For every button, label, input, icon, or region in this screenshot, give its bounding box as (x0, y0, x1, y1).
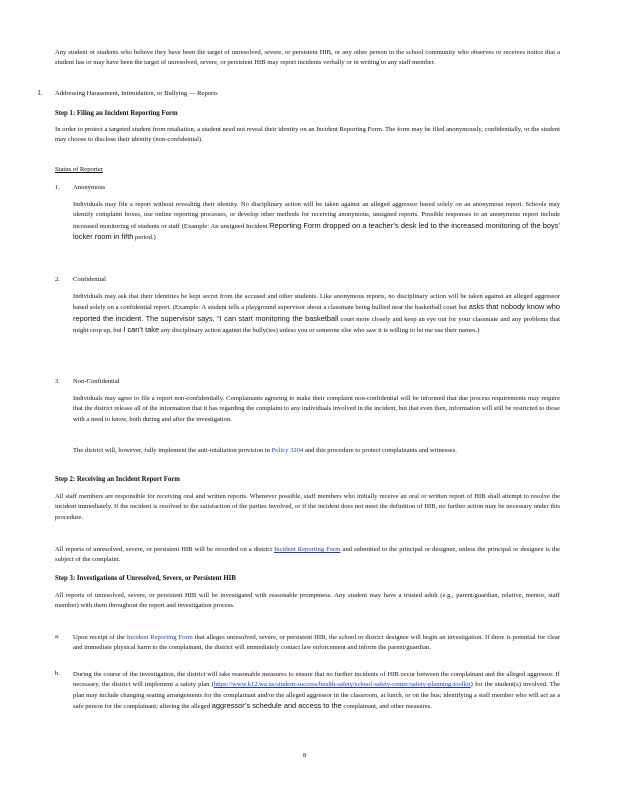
step2-heading: Step 2: Receiving an Incident Report Form (55, 476, 180, 483)
policy-3204-link[interactable]: Policy 3204 (271, 447, 304, 454)
anonymous-text: Individuals may file a report without revealing their identity. No disciplinary action will be taken against an alleged aggressor based solely on an anonymous report. Schools may identify complaint boxes, use online reporting processes, or develop other methods for receiving anonymous, unsigned reports. Possible responses to an anonymous report include increased monitoring of students or staff (Example: An unsigned Incident Reporting Form dropped on a teacher’s desk led to the increased monitoring of the boys’ locker room in fifth period.) (73, 201, 560, 242)
item-title-non-confidential: Non-Confidential (73, 378, 120, 385)
item-title-confidential: Confidential (73, 276, 106, 283)
non-confidential-text: Individuals may agree to file a report non-confidentially. Complainants agreeing to make their complaint non-confidential will be informed that due process requirements may require that the district release all of the information that it has regarding the complaint to any individuals involved in the incident, but that even then, information will still be restricted to those with a need to know, both during and after the investigation. (73, 395, 560, 423)
item-number: 1. (55, 184, 60, 191)
intro-paragraph: Any student or students who believe they have been the target of unresolved, severe, or persistent HIB, or any other person in the school community who observes or receives notice that a student has or may have been the target of unresolved, severe, or persistent HIB may report incidents verbally or in writing to any staff member. (55, 49, 560, 67)
anti-retaliation-text: The district will, however, fully implement the anti-retaliation provision in Policy 3204 and this procedure to protect complainants and witnesses. (73, 447, 457, 454)
status-of-reporter-label: Status of Reporter (55, 166, 103, 173)
item-number: 2. (55, 276, 60, 283)
section-number: I. (38, 90, 42, 97)
item-letter: a. (55, 633, 60, 640)
section-title: Addressing Harassment, Intimidation, or Bullying — Reports (55, 90, 218, 97)
step1-heading: Step 1: Filing an Incident Reporting Form (55, 110, 178, 117)
step3-body: All reports of unresolved, severe, or persistent HIB will be investigated with reasonable promptness. Any student may have a trusted adult (e.g., parent/guardian, relative, mentor, staff member) with them throughout the report and investigation process. (55, 592, 560, 610)
confidential-text: Individuals may ask that their identities be kept secret from the accused and other students. Like anonymous reports, no disciplinary action will be taken against an alleged aggressor based solely on a confidential report. (Example: A student tells a playground supervisor about a classmate being bullied near the basketball court but asks that nobody know who reported the incident. The supervisor says, “I can start monitoring the basketball court more closely and keep an eye out for your classmate and any problems that might crop up, but I can’t take any disciplinary action against the bully(ies) unless you or someone else who saw it is willing to let me use their names.) (73, 293, 561, 335)
item-letter: b. (55, 670, 60, 677)
item-number: 3. (55, 378, 60, 385)
step3-heading: Step 3: Investigations of Unresolved, Severe, or Persistent HIB (55, 575, 236, 582)
step3-item-a-text: Upon receipt of the Incident Reporting Form that alleges unresolved, severe, or persistent HIB, the school or district designee will begin an investigation. If there is potential for clear and immediate physical harm to the complainant, the district will immediately contact law enforcement and inform the parent/guardian. (73, 634, 561, 652)
incident-reporting-form-link[interactable]: Incident Reporting Form (126, 634, 193, 641)
page-number: 8 (303, 752, 307, 759)
safety-planning-toolkit-link[interactable]: https://www.k12.wa.us/student-success/health-safety/school-safety-center/safety-planning-toolkit (213, 681, 471, 689)
step3-item-b-text: During the course of the investigation, the district will take reasonable measures to ensure that no further incidents of HIB occur between the complainant and the alleged aggressor. If necessary, the district will implement a safety plan (https://www.k12.wa.us/student-success/health-safety/school-safety-center/safety-planning-toolkit) for the student(s) involved. The plan may include changing seating arrangements for the complainant and/or the alleged aggressor in the classroom, at lunch, or on the bus; identifying a staff member who will act as a safe person for the complainant; altering the alleged aggressor’s schedule and access to the complainant, and other measures. (73, 671, 560, 711)
step2-body-2: All reports of unresolved, severe, or persistent HIB will be recorded on a district Incident Reporting Form and submitted to the principal or designee, unless the principal or designee is the subject of the complaint. (55, 546, 561, 564)
step2-body: All staff members are responsible for receiving oral and written reports. Whenever possible, staff members who initially receive an oral or written report of HIB shall attempt to resolve the incident immediately. If the incident is resolved to the satisfaction of the parties involved, or if the incident does not meet the definition of HIB, no further action may be necessary under this procedure. (55, 493, 560, 521)
item-title-anonymous: Anonymous (73, 184, 106, 191)
step1-body: In order to protect a targeted student from retaliation, a student need not reveal their identity on an Incident Reporting Form. The form may be filed anonymously, confidentially, or the student may choose to disclose their identity (non-confidential). (55, 126, 560, 144)
incident-reporting-form-link[interactable]: Incident Reporting Form (274, 546, 341, 553)
